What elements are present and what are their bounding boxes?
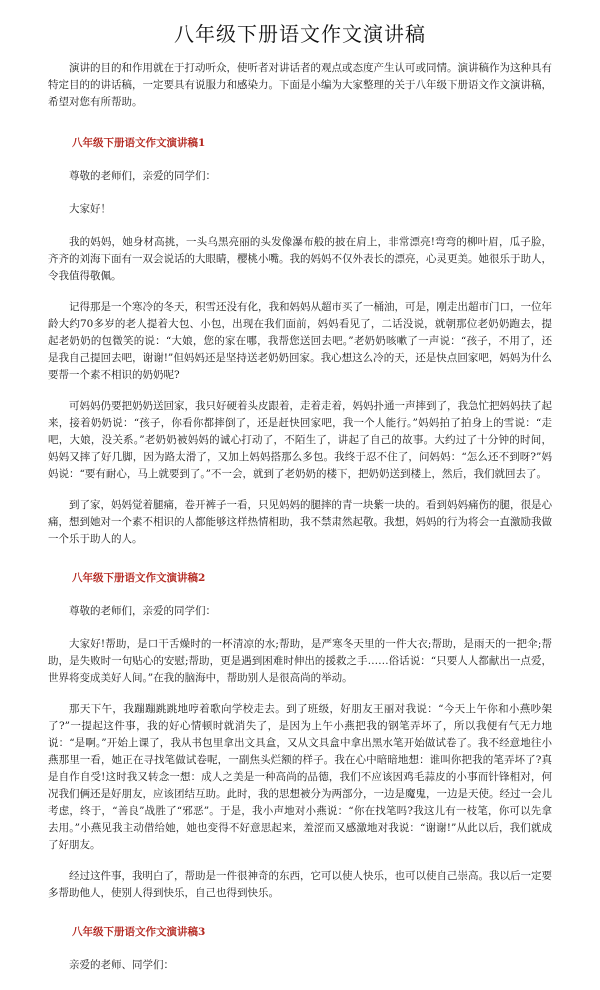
document-body [48, 60, 552, 990]
speech-1-paragraph: 可妈妈仍要把奶奶送回家，我只好硬着头皮跟着，走着走着，妈妈扑通一声摔到了，我急忙把妈妈扶了起来，接着奶奶说：“孩子，你看你都摔倒了，还是赶快回家吧，我一个人能行。”妈妈拍了拍身上的雪说：“走吧，大娘，没关系。”老奶奶被妈妈的诚心打动了，不陌生了，讲起了自己的故事。大约过了十分钟的时间，妈妈又摔了好几脚，因为路太滑了，又加上妈妈搭那么多包。我终于忍不住了，问妈妈：“怎么还不到呀?”妈妈说：“要有耐心，马上就要到了。”不一会，就到了老奶奶的楼下，把奶奶送到楼上，然后，我们就回去了。 [48, 400, 552, 480]
speech-1-paragraph: 到了家，妈妈觉着腿痛，卷开裤子一看，只见妈妈的腿摔的青一块紫一块的。看到妈妈痛伤的腿，很是心痛，想到她对一个素不相识的人都能够这样热情相助，我不禁肃然起敬。我想，妈妈的行为将会一直激励我做一个乐于助人的人。 [48, 499, 552, 545]
page-title: 八年级下册语文作文演讲稿 [174, 22, 426, 46]
speech-1-paragraph: 我的妈妈，她身材高挑，一头乌黑亮丽的头发像瀑布般的披在肩上，非常漂亮!弯弯的柳叶眉，瓜子脸，齐齐的刘海下面有一双会说话的大眼睛，樱桃小嘴。我的妈妈不仅外表长的漂亮，心灵更美。她很乐于助人，令我值得敬佩。 [48, 236, 552, 282]
speech-1-heading: 八年级下册语文作文演讲稿1 [72, 137, 206, 149]
speech-1-hello: 大家好！ [69, 203, 111, 215]
speech-2-paragraph: 经过这件事，我明白了，帮助是一件很神奇的东西，它可以使人快乐，也可以使自己崇高。我以后一定要多帮助他人，使别人得到快乐，自己也得到快乐。 [48, 870, 552, 899]
speech-2-heading: 八年级下册语文作文演讲稿2 [72, 572, 206, 584]
speech-1-greeting: 尊敬的老师们，亲爱的同学们： [69, 170, 216, 182]
speech-2-paragraph: 那天下午，我蹦蹦跳跳地哼着歌向学校走去。到了班级，好朋友王丽对我说：“今天上午你和小燕吵架了?”一提起这件事，我的好心情顿时就消失了，是因为上午小燕把我的钢笔弄坏了，所以我便有气无力地说：“是啊。”开始上课了，我从书包里拿出文具盒，又从文具盒中拿出黑水笔开始做试卷了。我不经意地往小燕那里一看，她正在寻找笔做试卷呢，一副焦头烂额的样子。我在心中暗暗地想：谁叫你把我的笔弄坏了?真是自作自受!这时我又转念一想：成人之美是一种高尚的品德，我们不应该因鸡毛蒜皮的小事而针锋相对，何况我们俩还是好朋友，应该团结互助。此时，我的思想被分为两部分，一边是魔鬼，一边是天使。经过一会儿考虑，终于，“善良”战胜了“邪恶”。于是，我小声地对小燕说：“你在找笔吗?我这儿有一枝笔，你可以先拿去用。”小燕见我主动借给她，她也变得不好意思起来，羞涩而又感激地对我说：“谢谢!”从此以后，我们就成了好朋友。 [48, 703, 552, 851]
speech-1-paragraph: 记得那是一个寒冷的冬天，积雪还没有化，我和妈妈从超市买了一桶油，可是，刚走出超市门口，一位年龄大约70多岁的老人提着大包、小包，出现在我们面前，妈妈看见了，二话没说，就朝那位老奶奶跑去，提起老奶奶的包微笑的说：“大娘，您的家在哪，我帮您送回去吧。”老奶奶咳嗽了一声说：“孩子，不用了，还是我自己提回去吧，谢谢!”但妈妈还是坚持送老奶奶回家。我心想这么冷的天，还是快点回家吧，妈妈为什么要帮一个素不相识的奶奶呢? [48, 301, 552, 381]
intro-paragraph: 演讲的目的和作用就在于打动听众，使听者对讲话者的观点或态度产生认可或同情。演讲稿作为这种具有特定目的的讲话稿，一定要具有说服力和感染力。下面是小编为大家整理的关于八年级下册语文作文演讲稿，希望对您有所帮助。 [48, 62, 552, 108]
speech-2-greeting: 尊敬的老师们，亲爱的同学们： [69, 605, 216, 617]
speech-2-paragraph: 大家好!帮助，是口干舌燥时的一杯清凉的水;帮助，是严寒冬天里的一件大衣;帮助，是雨天的一把伞;帮助，是失败时一句贴心的安慰;帮助，更是遇到困难时伸出的援救之手……俗话说：“只要人人都献出一点爱，世界将变成美好人间。”在我的脑海中，帮助别人是很高尚的举动。 [48, 638, 552, 684]
speech-3-greeting: 亲爱的老师、同学们： [69, 959, 174, 971]
speech-3-heading: 八年级下册语文作文演讲稿3 [72, 926, 206, 938]
